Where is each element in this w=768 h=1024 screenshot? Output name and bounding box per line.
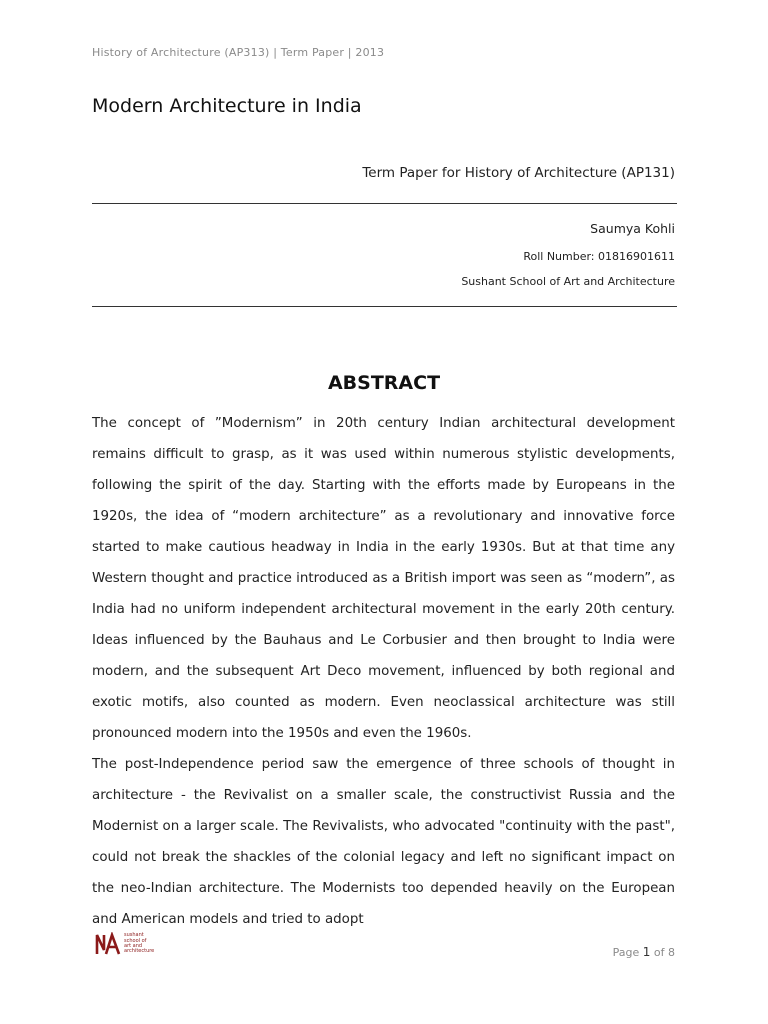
author-name: Saumya Kohli: [590, 221, 675, 236]
page-total: of 8: [653, 946, 675, 959]
page-label: Page: [612, 946, 640, 959]
running-header: History of Architecture (AP313) | Term Paper | 2013: [92, 46, 385, 59]
page-footer: [613, 945, 675, 959]
page-number: 1: [642, 945, 651, 959]
logo-line: architecture: [124, 948, 155, 955]
logo-line: sushant: [124, 932, 144, 939]
roll-number: Roll Number: 01816901611: [523, 250, 675, 263]
abstract-heading: ABSTRACT: [327, 372, 441, 394]
document-title: Modern Architecture in India: [92, 95, 362, 117]
logo-line: school of: [124, 937, 147, 944]
abstract-paragraph: The concept of ”Modernism” in 20th century Indian architectural development remains difficult to grasp, as it was used within numerous stylistic developments, following the spirit of the day. Starting with the efforts made by Europeans in the 1920s, the idea of “modern architecture” as a revolutionary and innovative force started to make cautious headway in India in the early 1930s. But at that time any Western thought and practice introduced as a British import was seen as “modern”, as India had no uniform independent architectural movement in the early 20th century. Ideas influenced by the Bauhaus and Le Corbusier and then brought to India were modern, and the subsequent Art Deco movement, influenced by both regional and exotic motifs, also counted as modern. Even neoclassical architecture was still pronounced modern into the 1950s and even the 1960s.: [92, 416, 675, 741]
bottom-divider: [92, 306, 677, 307]
abstract-body: [92, 408, 675, 935]
logo-line: art and: [124, 943, 143, 949]
top-divider: [92, 203, 677, 204]
school-name: Sushant School of Art and Architecture: [461, 275, 675, 288]
school-logo-mark-icon: [95, 932, 121, 956]
document-subtitle: Term Paper for History of Architecture (AP131): [362, 165, 675, 181]
school-logo-text: [124, 933, 154, 955]
school-logo: [95, 932, 154, 956]
abstract-paragraph: The post-Independence period saw the emergence of three schools of thought in architecture - the Revivalist on a smaller scale, the constructivist Russia and the Modernist on a larger scale. The Revivalists, who advocated "continuity with the past", could not break the shackles of the colonial legacy and left no significant impact on the neo-Indian architecture. The Modernists too depended heavily on the European and American models and tried to adopt: [92, 757, 675, 927]
